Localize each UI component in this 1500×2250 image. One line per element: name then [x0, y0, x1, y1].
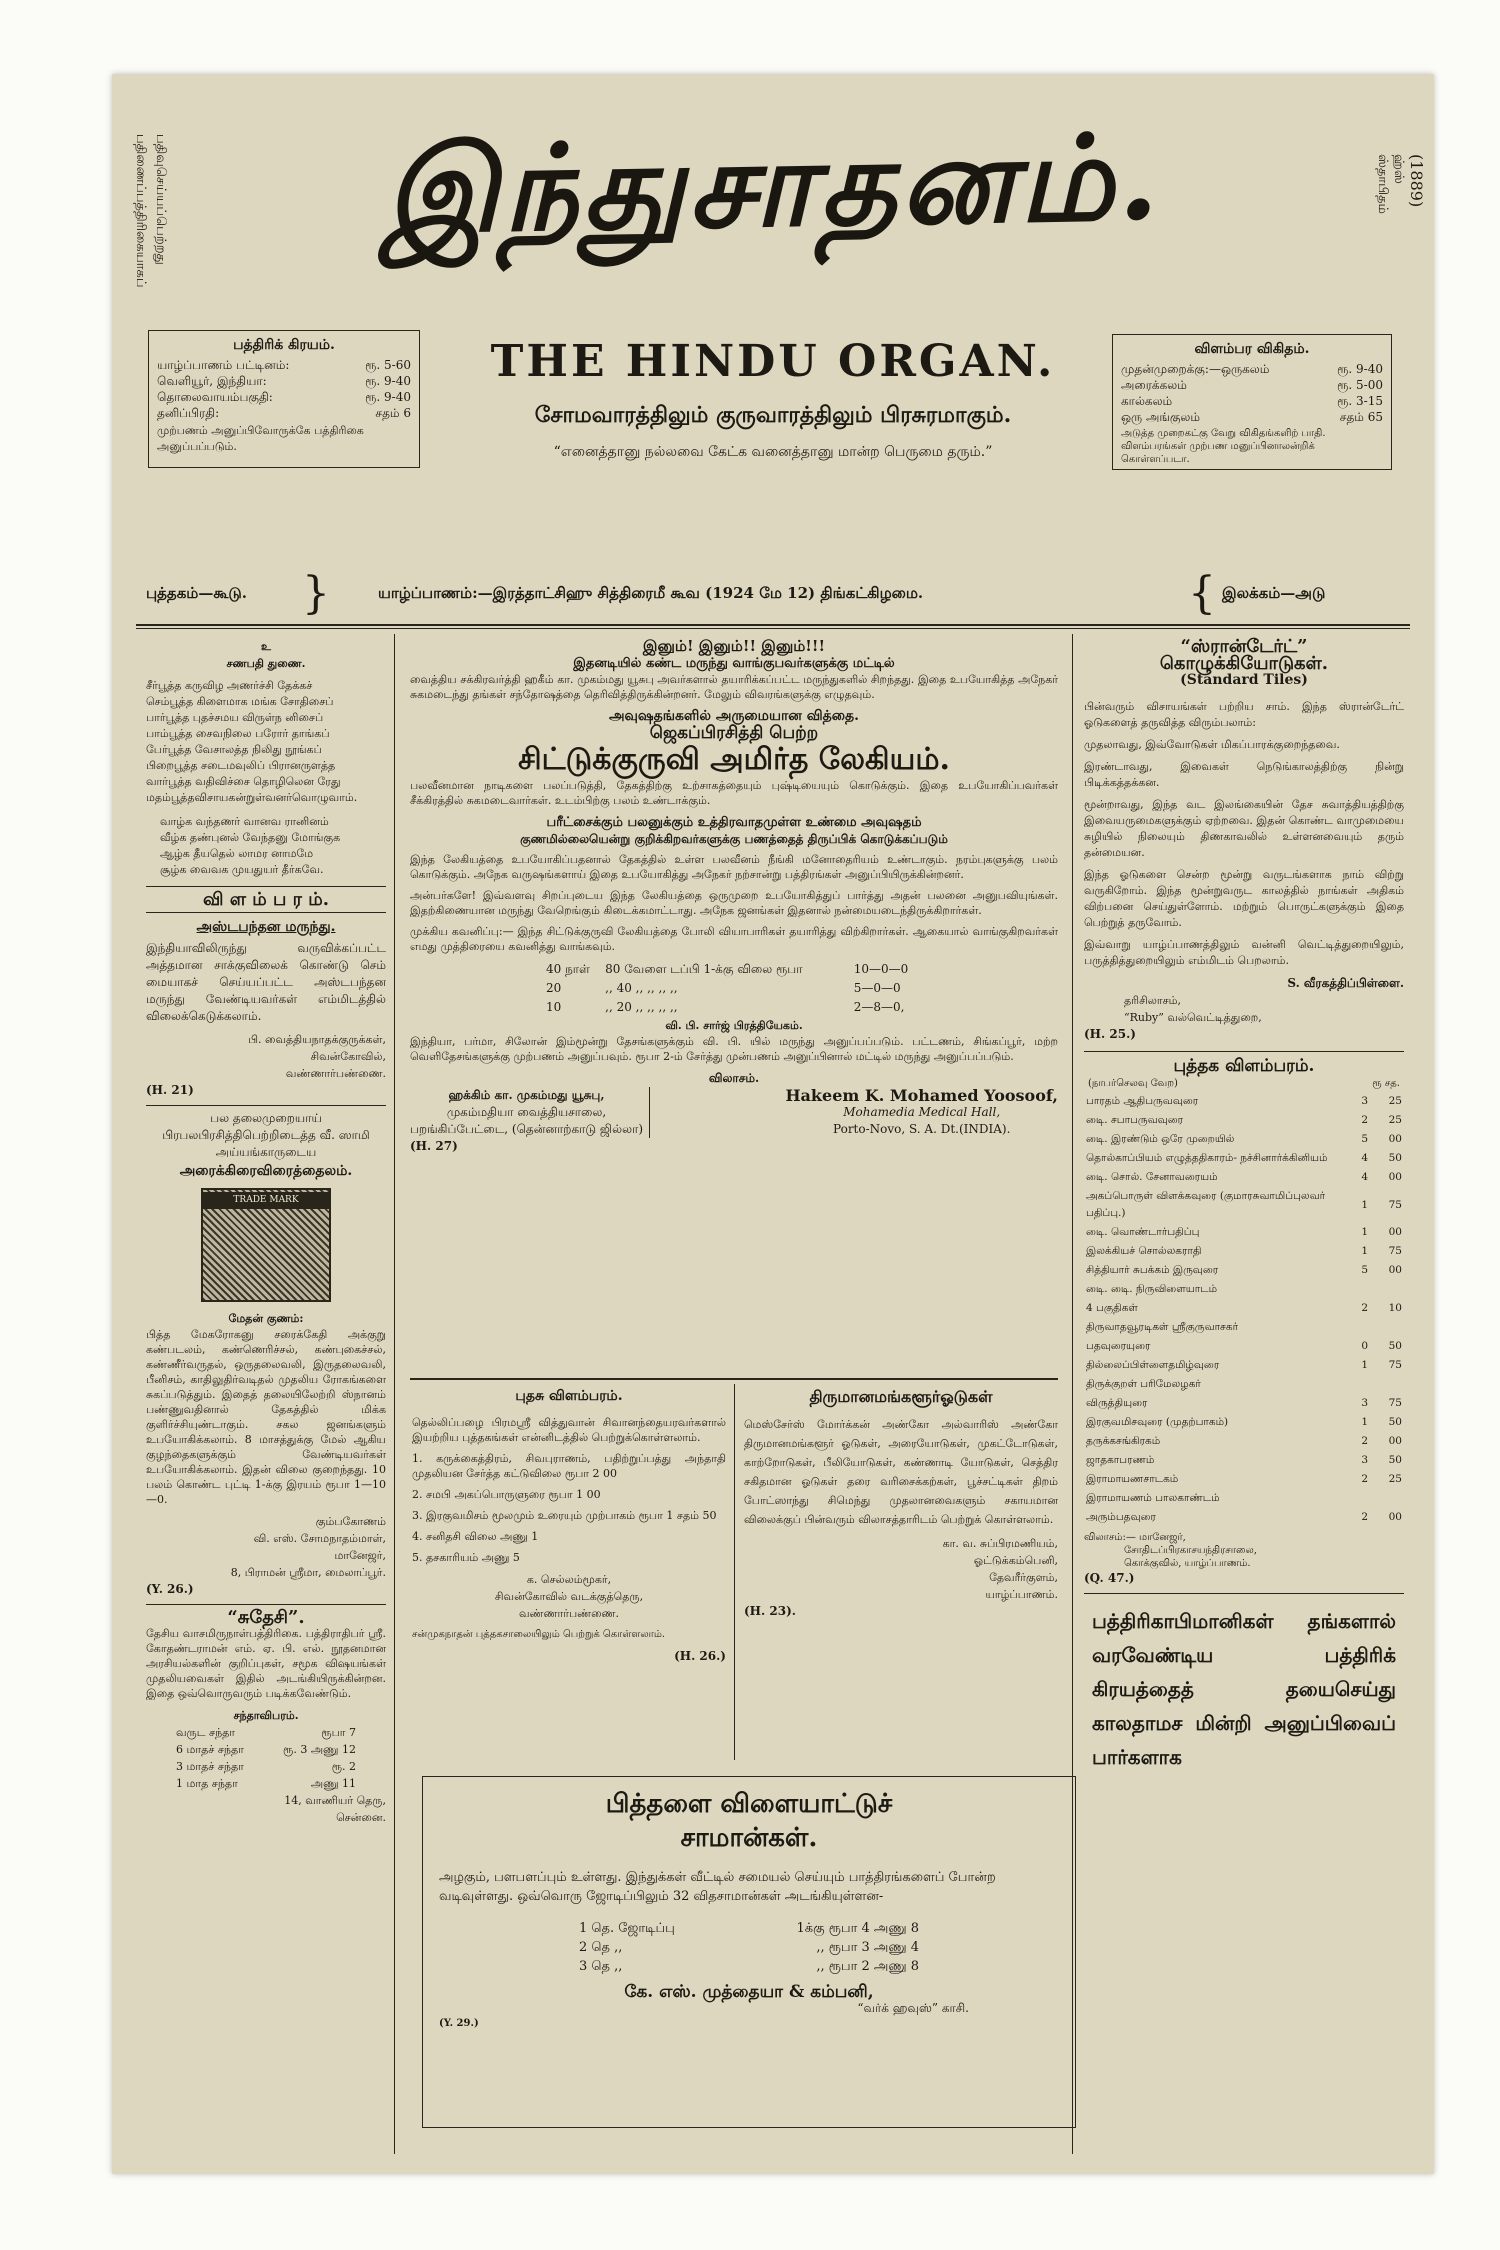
place-date: யாழ்ப்பாணம்:—இரத்தாட்சிஹு சித்திரைமீ கூவ (1924 மே 12) திங்கட்கிழமை. — [378, 584, 924, 602]
oil-sign: கும்பகோணம் வி. எஸ். சோமநாதம்மாள், மானேஜர், 8, பிராமன் ஸ்ரீமா, மைலாப்பூர். — [230, 1515, 386, 1579]
ad-rates-note: அடுத்த முறைகட்கு வேறு விகிதங்களிற் பாதி. விளம்பரங்கள் முற்பண மனுப்பினாலன்றிக் கொள்ளப்படா. — [1121, 428, 1326, 465]
brace-left: } — [302, 568, 330, 619]
toys-company: கே. எஸ். முத்தையா & கம்பனி, — [624, 1982, 874, 2002]
masthead-subline: சோமவாரத்திலும் குருவாரத்திலும் பிரசுரமாகும். — [534, 402, 1012, 428]
tiles-point: மூன்றாவது, இந்த வட இலங்கையின் தேச சுவாத்தியத்திற்கு இவையருமைகளுக்கும் ஏற்றவை. இதன் கொண்ட வாமுமையை சுழியில் நிலையும் திணகாவலில் உள்ளனவையும் தரும் தன்மையன. — [1084, 798, 1404, 859]
booklist-row: திருக்குறள் பரிமேலழகர் — [1086, 1378, 1201, 1390]
tiles-point: இவ்வாறு யாழ்ப்பாணத்திலும் வன்னி வெட்டித்துறையிலும், பருத்தித்துறையிலும் எம்மிடம் பெறலாம். — [1084, 938, 1404, 967]
lekiyam-notice: முக்கிய கவனிப்பு:— இந்த சிட்டுக்குருவி லேகியத்தை போலி வியாபாரிகள் தயாரித்து விற்கிறார்கள். ஆகையால் வாங்குகிறவர்கள் எமது முத்திரையை கவனித்து வாங்கவும். — [410, 925, 1058, 953]
column-1 — [146, 638, 386, 1826]
toys-head2: சாமான்கள். — [680, 1823, 818, 1853]
right-vertical-3: (1889) — [1407, 154, 1426, 208]
booklist-row: டிை. சொல். சேனாவரையம் 4 00 — [1086, 1171, 1402, 1183]
booklist-row: இராமாயணசாடகம் 2 25 — [1086, 1473, 1402, 1485]
lekiyam-product: சிட்டுக்குருவி அமிர்த லேகியம். — [518, 742, 950, 777]
lekiyam-desc: பலவீனமான நாடிகளை பலப்படுத்தி, தேகத்திற்கு உற்சாகத்தையும் புஷ்டியையும் கொடுக்கும். இதை உபயோகிப்பவர்கள் சீக்கிரத்தில் சுகமடைவார்கள். உடம்பிற்கு பலம் உண்டாக்கும். — [410, 779, 1058, 807]
ad-rates-box — [1112, 334, 1392, 470]
ad-rate-row: அரைக்கலம் ரூ. 5-00 — [1121, 378, 1383, 392]
toys-place: “வர்க் ஹவுஸ்” காசி. — [857, 2001, 969, 2015]
subscription-row: தனிப்பிரதி: சதம் 6 — [157, 406, 411, 420]
sudesi-address: 14, வாணியர் தெரு, சென்னை. — [284, 1794, 386, 1824]
subscription-box — [148, 330, 420, 468]
book-item: 5. தசகாரியம் அணு 5 — [412, 1551, 520, 1564]
tiles-ad — [744, 1388, 1058, 1620]
lekiyam-address — [410, 1087, 1058, 1138]
booklist-row: திருவாதவூரடிகள் ஸ்ரீகுருவாசகர் — [1086, 1321, 1239, 1333]
masthead-english: THE HINDU ORGAN. — [490, 336, 1056, 387]
standard-tiles-head2: கொழுக்கியோடுகள். — [1159, 653, 1329, 674]
column-rule — [394, 634, 395, 2154]
rule-mid-vert — [734, 1384, 735, 1760]
rule-mid — [410, 1378, 1058, 1380]
lekiyam-praise: அவுஷதங்களில் அருமையான வித்தை. — [608, 708, 860, 724]
rule-top — [136, 624, 1410, 626]
booklist-row: டிை. டிை. நிருவிளையாடம் — [1086, 1283, 1218, 1295]
oil-intro: பல தலைமுறையாய் பிரபலபிரசித்திபெற்றிடைத்த வீ. ஸாமி அய்யங்காருடைய — [162, 1111, 370, 1159]
booklist-row: 4 பகுதிகள் 2 10 — [1086, 1302, 1402, 1314]
ad-banner: வி ள ம் ப ர ம். — [146, 886, 386, 913]
left-vertical-1: பதிணைப்பத்திரிகையாகப் — [133, 134, 148, 288]
lekiyam-body2: அன்பர்களே! இவ்வளவு சிறப்புடைய இந்த லேகியத்தை ஒருமுறை உபயோகித்துப் பார்த்து அதன் பலனை அனுபவியுங்கள். இதற்கிணையான மருந்து வேறெங்கும் கிடைக்கமாட்டாது. அநேக ஜனங்கள் இதனால் நன்மையடைந்திருக்கிறார்கள். — [410, 889, 1058, 917]
oil-sub: மேதன் குணம்: — [228, 1312, 304, 1325]
booklist-row: அரும்பதவுரை 2 00 — [1086, 1511, 1402, 1523]
sudesi-head: “சுதேசி”. — [227, 1607, 305, 1628]
toys-body: அழகும், பளபளப்பும் உள்ளது. இந்துக்கள் வீட்டில் சமையல் செய்யும் பாத்திரங்களைப் போன்ற வடிவுள்ளது. ஒவ்வொரு ஜோடிப்பிலும் 32 விதசாமான்கள் அடங்கியுள்ளன- — [439, 1870, 996, 1904]
tiles-sign: S. வீரகத்திப்பிள்ளை. — [1287, 976, 1404, 990]
standard-tiles-english: (Standard Tiles) — [1180, 672, 1308, 688]
tiles-point: இரண்டாவது, இவைகள் நெடுங்காலத்திற்கு நின்று பிடிக்கத்தக்கன. — [1084, 760, 1404, 789]
booklist-code: (Q. 47.) — [1084, 1571, 1135, 1585]
lekiyam-body1: இந்த லேகியத்தை உபயோகிப்பதனால் தேகத்தில் உள்ள பலவீனம் நீங்கி மனோதைரியம் உண்டாகும். நரம்புகளுக்கு பலம் கொடுக்கும். அநேக வருஷங்களாய் இதை உபயோகித்து அநேகர் நற்சான்று பத்திரங்கள் அனுப்பியிருக்கின்றனர். — [410, 853, 1058, 881]
book-item: 2. சமபி அகப்பொருளுரை ரூபா 1 00 — [412, 1488, 601, 1501]
standard-tiles-head: “ஸ்ரான்டேர்ட்” — [1180, 636, 1308, 657]
lekiyam-prices: 40 நாள் 80 வேளை டப்பி 1-க்கு விலை ரூபா 10—0—0 20 ,, 40 ,, ,, ,, ,, 5—0—0 10 ,, 20 ,, ,, ,, ,, 2—8—0, — [546, 962, 909, 1014]
lekiyam-address-english: Hakeem K. Mohamed Yoosoof, Mohamedia Medical Hall, Porto-Novo, S. A. Dt.(INDIA). — [785, 1086, 1058, 1136]
column-4 — [1084, 638, 1404, 1774]
book-item: 1. கருக்கைத்திரம், சிவபுராணம், பதிற்றுப்பத்து அந்தாதி முதலியன சேர்த்த கட்டுவிலை ரூபா 2 00 — [412, 1452, 726, 1480]
subscription-note: முற்பணம் அனுப்பிவோருக்கே பத்திரிகை அனுப்பப்படும். — [157, 424, 364, 453]
books-ad — [412, 1388, 726, 1665]
booklist-address: விலாசம்:— மானேஜர், சோதிடப்பிரகாசயந்திரசாலை, கொக்குவில், யாழ்ப்பாணம். — [1084, 1532, 1257, 1569]
booklist-row: தருக்கசங்கிரகம் 2 00 — [1086, 1435, 1402, 1447]
tiles-point: முதலாவது, இவ்வோடுகள் மிகப்பாரக்குறைந்தவை. — [1084, 738, 1340, 751]
medicine-sign: பி. வைத்தியநாதக்குருக்கள், சிவன்கோவில், வண்ணார்பண்ணை. — [248, 1033, 386, 1080]
poem: சீர்பூத்த கருவிழ அணர்ச்சி தேக்கச் செம்பூத்த கிளைமாக மங்க சோதிசைப் பார்பூத்த புதச்சமய விருள்ந னிசைப் பாம்பூத்த சைவநிலை பரோர் தாங்கப் பேர்பூத்த வேசாலத்த நிலிது நூங்கப் பிறைபூத்த சடைமவுலிப் பிரானருளத்த வார்பூத்த வதிவிச்சை தொழிலென ரேது மதம்பூத்தவிசாயகன்றுள்வனர்வொழுவாம். — [146, 679, 358, 804]
toys-ad — [422, 1776, 1076, 2128]
lekiyam-shipping: இந்தியா, பர்மா, சிலோன் இம்மூன்று தேசங்களுக்கும் வி. பி. யில் மருந்து அனுப்பப்படும். பட்டணம், சிங்கப்பூர், மற்ற வெளிதேசங்களுக்கு முற்பணம் அனுப்பவும். ரூபா 2-ம் சேர்த்து முன்பணம் அனுப்பினால் மட்டில் மருந்து அனுப்பப்படும். — [410, 1035, 1058, 1063]
booklist-row: தொல்காப்பியம் எழுத்ததிகாரம்- நச்சினார்க்கினியம் 4 50 — [1086, 1152, 1402, 1164]
tiles-body: மெஸ்சேர்ஸ் மோர்க்கன் அண்கோ அல்வாரிஸ் அண்கோ திருமானமங்களூர் ஓடுகள், அரையோடுகள், முகட்டோடுகள், காற்றோடுகள், பீலியோடுகள், கண்ணாடி யோடுகள், செத்திர சகிதமான ஓடுகள் தரை வரிசைக்கற்கள், பூச்சட்டிகள் திறம் போட்ஸாந்து சிமெந்து முதலானவைகளும் சகாயமான விலைக்குப் பின்வரும் விலாசத்தாரிடம் பெற்றுக் கொள்ளலாம். — [744, 1418, 1058, 1526]
booklist-row: பாரதம் ஆதிபருவவுரை 3 25 — [1086, 1095, 1402, 1107]
booklist-row: ஜாதகாபரணம் 3 50 — [1086, 1454, 1402, 1466]
oil-code: (Y. 26.) — [146, 1582, 194, 1596]
booklist-table — [1084, 1092, 1404, 1527]
booklist-head: புத்தக விளம்பரம். — [1173, 1056, 1315, 1076]
subscription-title: பத்திரிக் கிரயம். — [233, 337, 335, 353]
poem-2: வாழ்க வந்தணர் வானவ ரானினம் வீழ்க தண்புனல் வேந்தனு மோங்குக ஆழ்க தீயதெல் லாமர னாமமே சூழ்க வைவக முயதுயர் தீர்கவே. — [160, 815, 341, 876]
booklist-row: இரகுவமிசவுரை (முதற்பாகம்) 1 50 — [1086, 1416, 1402, 1428]
booklist-row: பதவுரையுரை 0 50 — [1086, 1340, 1402, 1352]
tiles-point: இந்த ஓடுகளை சென்ற மூன்று வருடங்களாக நாம் விற்று வருகிறோம். இந்த மூன்றுவருட காலத்தில் நாங்கள் அதிகம் விற்பனை செய்துள்ளோம். மற்றும் பொருட்களுக்கும் இதை பெற்றுத் தருவோம். — [1084, 868, 1404, 929]
subscriber-notice: பத்திரிகாபிமானிகள் தங்களால் வரவேண்டிய பத்திரிக் கிரயத்தைத் தயைசெய்து காலதாமச மின்றி அனுப்பிவைப் பார்களாக — [1092, 1609, 1396, 1769]
oil-body: பித்த மேகரோகனு சரைக்கேதி அக்குறு கண்படலம், கண்ணெரிச்சல், கண்புகைச்சல், கண்ணீர்வருதல், ஒருதலைவலி, இருதலைவலி, பீனிசம், காதிலுதிர்வடிதல் முதலிய ரோகங்களை சுகப்படுத்தும். இதைத் தலையிலேற்றி ஸ்நானம் பண்ணுவதினால் தேகத்தில் மிக்க குளிர்ச்சியுண்டாகும். சகல ஜனங்களும் உபயோகிக்கலாம். 8 மாசத்துக்கு மேல் ஆகிய குழந்தைகளுக்கும் வேண்டியவர்கள் உபயோகிக்கலாம். இதன் விலை குறைந்தது. 10 பலம் கொண்ட புட்டி 1-க்கு இரயம் ரூபா 1—10—0. — [146, 1328, 386, 1506]
rule-top-2 — [136, 628, 1410, 629]
masthead-title: இந்துசாதனம். — [382, 107, 1164, 260]
sudesi-body: தேசிய வாசமிருநாள்பத்திரிகை. பத்திராதிபர் ஸ்ரீ. கோதண்டராமன் எம். ஏ. பி. எல். நூதனமான அரசியல்களின் குறிப்புகள், சமூக விஷயங்கள் முதலியவைகள் இதில் அடங்கியிருக்கின்றன. இதை ஒவ்வொருவரும் படிக்கவேண்டும். — [146, 1627, 386, 1700]
lekiyam-vp: வி. பி. சார்ஜ் பிரத்தியேகம். — [665, 1019, 803, 1032]
subscription-row: தொலைவாயம்பகுதி: ரூ. 9-40 — [157, 390, 411, 404]
booklist-row: சித்தியார் சுபக்கம் இருவுரை 5 00 — [1086, 1264, 1402, 1276]
book-item: 3. இரகுவமிசம் மூலமும் உரையும் முற்பாகம் ரூபா 1 சதம் 50 — [412, 1509, 717, 1522]
masthead-motto: “எனைத்தானு நல்லவை கேட்க வனைத்தானு மான்ற பெருமை தரும்.” — [553, 444, 993, 460]
books-note: சன்முகநாதன் புத்தகசாலையிலும் பெற்றுக் கொள்ளலாம். — [412, 1629, 666, 1640]
right-vertical-1: ஸ்தாபிதம் — [1375, 154, 1390, 215]
lekiyam-fame: ஜெகப்பிரசித்தி பெற்ற — [649, 723, 819, 743]
booklist-row: விருத்தியுரை 3 75 — [1086, 1397, 1402, 1409]
books-sign: க. செல்லம்மூகர், சிவன்கோவில் வடக்குத்தெரு, வண்ணார்பண்ணை. — [494, 1573, 644, 1620]
booklist-row: அகப்பொருள் விளக்கவுரை (குமாரசுவாமிப்புலவர் பதிப்பு.) 1 75 — [1086, 1190, 1402, 1219]
tiles-code: (H. 23). — [744, 1604, 796, 1618]
tiles-code-h25: (H. 25.) — [1084, 1027, 1136, 1041]
subscription-row: யாழ்ப்பாணம் பட்டினம்: ரூ. 5-60 — [157, 358, 411, 372]
tiles-sign3: “Ruby” வல்வெட்டித்துறை, — [1124, 1011, 1262, 1024]
lekiyam-code: (H. 27) — [410, 1139, 458, 1153]
right-vertical-2: ஹ்ஸ் — [1391, 154, 1406, 184]
booklist-row: தில்லைப்பிள்ளைதமிழ்வுரை 1 75 — [1086, 1359, 1402, 1371]
booklist-row: இலக்கியச் சொல்லகராதி 1 75 — [1086, 1245, 1402, 1257]
medicine-body: இந்தியாவிலிருந்து வருவிக்கப்பட்ட அத்தமான சாக்குவிலைக் கொண்டு செம் மையாகச் செய்யப்பட்ட அஸ்டபந்தன மருந்து வேண்டியவர்கள் எம்மிடத்தில் விலைக்கெடுக்கலாம். — [146, 941, 386, 1023]
sudesi-rates-head: சந்தாவிபரம். — [233, 1709, 299, 1722]
ad-rate-row: முதன்முறைக்கு:—ஒருகலம் ரூ. 9-40 — [1121, 362, 1383, 376]
booklist-sub: (நாபர்செலவு வேற) ரூ சத. — [1088, 1078, 1400, 1089]
toys-head1: பித்தளை விளையாட்டுச் — [605, 1789, 893, 1819]
volume-number: புத்தகம்—கூடு. — [146, 584, 248, 602]
medicine-head: அஸ்டபந்தன மருந்து. — [196, 919, 336, 935]
lekiyam-intro: வைத்திய சக்கிரவர்த்தி ஹகீம் கா. முகம்மது யூசுபு அவர்களால் தயாரிக்கப்பட்ட மருந்துகளில் சிறந்தது. இதை உபயோகித்த அநேகர் சுகமடைந்து தங்கள் சந்தோஷத்தை தெரிவித்திருக்கின்றனர். மேலும் விவரங்களுக்கு எழுதவும். — [410, 673, 1058, 701]
lekiyam-head1: இனும்! இனும்!! இனும்!!! — [642, 637, 826, 655]
lekiyam-ad — [410, 638, 1058, 1155]
books-head: புதசு விளம்பரம். — [515, 1388, 623, 1404]
medicine-code: (H. 21) — [146, 1083, 194, 1097]
dateline — [112, 568, 1434, 619]
booklist-row: டிை. இரண்டும் ஒரே முறையில் 5 00 — [1086, 1133, 1402, 1145]
trademark-label: TRADE MARK — [203, 1192, 329, 1209]
lekiyam-guarantee1: பரீட்சைக்கும் பலனுக்கும் உத்திரவாதமுள்ள உண்மை அவுஷதம் — [546, 815, 922, 830]
left-vertical-2: பதிவுசெய்யப்பெற்றது — [153, 134, 168, 265]
booklist-row: இராமாயணம் பாலகாண்டம் — [1086, 1492, 1220, 1504]
lekiyam-head2: இதனடியில் கண்ட மருந்து வாங்குபவர்களுக்கு மட்டில் — [573, 656, 895, 671]
ad-rate-row: ஒரு அங்குலம் சதம் 65 — [1121, 410, 1383, 424]
books-code: (H. 26.) — [674, 1649, 726, 1663]
poem-head: உ சணபதி துணை. — [226, 640, 306, 670]
tiles-sign2: தரிசிலாசம், — [1124, 994, 1182, 1007]
oil-head: அரைக்கிரைவிரைத்தைலம். — [179, 1163, 353, 1179]
ad-rate-row: கால்கலம் ரூ. 3-15 — [1121, 394, 1383, 408]
tiles-head: திருமானமங்களூர்ஓடுகள் — [809, 1387, 993, 1406]
subscription-row: வெளியூர், இந்தியா: ரூ. 9-40 — [157, 374, 411, 388]
lekiyam-address-tamil: ஹக்கிம் கா. முகம்மது யூசுபு, முகம்மதியா வைத்தியசாலை, பறங்கிப்பேட்டை, (தென்னாற்காடு ஜில்லா) — [410, 1087, 650, 1138]
lekiyam-address-head: விலாசம். — [708, 1071, 760, 1085]
book-item: 4. சனிதசி விலை அணு 1 — [412, 1530, 539, 1543]
lekiyam-guarantee2: குணமில்லையென்று குறிக்கிறவர்களுக்கு பணத்தைத் திருப்பிக் கொடுக்கப்படும் — [520, 832, 948, 846]
tiles-sign: கா. வ. சுப்பிரமணியம், ஓட்டுக்கம்பெனி, தேவரீர்குளம், யாழ்ப்பாணம். — [942, 1537, 1058, 1601]
toys-code: (Y. 29.) — [439, 2018, 479, 2029]
brace-right: { — [1188, 568, 1216, 619]
tiles-intro: பின்வரும் விசாயங்கள் பற்றிய சாம். இந்த ஸ்ரான்டேர்ட் ஓடுகளைத் தருவித்த விரும்பலாம்: — [1084, 700, 1404, 729]
booklist-row: டிை. சபாபருவவுரை 2 25 — [1086, 1114, 1402, 1126]
booklist-row: டிை. வொண்டார்பதிப்பு 1 00 — [1086, 1226, 1402, 1238]
trademark-illustration — [201, 1188, 331, 1302]
ad-rates-title: விளம்பர விகிதம். — [1194, 341, 1310, 357]
books-intro: தெல்லிப்பழை பிரமஸ்ரீ வித்துவான் சிவானந்தையரவர்களால் இயற்றிய புத்தகங்கள் என்னிடத்தில் பெற்றுக்கொள்ளலாம். — [412, 1416, 726, 1444]
toys-prices: 1 தெ. ஜோடிப்பு 1க்கு ரூபா 4 அணு 8 2 தெ ,, ,, ரூபா 3 அணு 4 3 தெ ,, ,, ரூபா 2 அணு 8 — [579, 1921, 919, 1974]
sudesi-rates: வருட சந்தா ரூபா 7 6 மாதச் சந்தா ரூ. 3 அணு 12 3 மாதச் சந்தா ரூ. 2 1 மாத சந்தா அணு 11 — [176, 1726, 356, 1790]
issue-number: இலக்கம்—அடு — [1222, 584, 1326, 602]
newspaper-page — [112, 74, 1434, 2174]
